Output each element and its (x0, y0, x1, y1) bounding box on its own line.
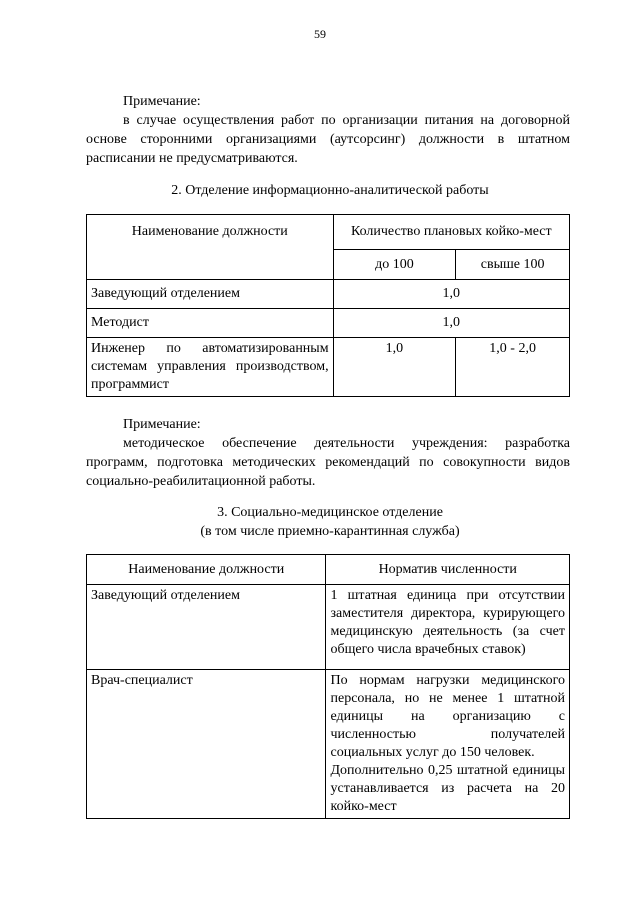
row-value: 1,0 (333, 280, 569, 309)
header-position: Наименование должности (87, 555, 326, 585)
section-3-subtitle: (в том числе приемно-карантинная служба) (200, 524, 460, 539)
section-3-table (86, 554, 570, 819)
row-value: 1,0 (333, 309, 569, 338)
section-3-heading: 3. Социально-медицинское отделение (217, 505, 443, 520)
row-norm-extra: Дополнительно 0,25 штатной единицы устанавливается из расчета на 20 койко-мест (330, 763, 565, 814)
section-2-title: 2. Отделение информационно-аналитической работы (171, 183, 489, 198)
row-norm (326, 670, 570, 819)
row-name: Методист (87, 309, 334, 338)
row-name: Инженер по автоматизированным системам управления производством, программист (87, 338, 334, 397)
header-beds: Количество плановых койко-мест (333, 215, 569, 250)
table-row (87, 280, 570, 309)
table-row (87, 670, 570, 819)
section-3-title (60, 503, 600, 541)
note-1 (86, 92, 570, 168)
note-2-text: методическое обеспечение деятельности учреждения: разработка программ, подготовка методических рекомендаций по совокупности видов социально-реабилитационной работы. (86, 436, 570, 489)
row-value-over: 1,0 - 2,0 (456, 338, 570, 397)
note-1-heading: Примечание: (123, 94, 201, 109)
row-name: Заведующий отделением (87, 585, 326, 670)
page-number: 59 (314, 27, 326, 41)
row-norm: 1 штатная единица при отсутствии заместителя директора, курирующего медицинскую деятельность (за счет общего числа врачебных ставок) (326, 585, 570, 670)
section-2-table (86, 214, 570, 397)
table-row (87, 338, 570, 397)
note-1-text: в случае осуществления работ по организации питания на договорной основе сторонними организациями (аутсорсинг) должности в штатном расписании не предусматриваются. (86, 113, 570, 166)
row-norm-main: По нормам нагрузки медицинского персонала, но не менее 1 штатной единицы на организацию с численностью получателей социальных услуг до 150 человек. (330, 673, 565, 760)
header-position: Наименование должности (87, 215, 334, 280)
table-row (87, 309, 570, 338)
row-name: Врач-специалист (87, 670, 326, 819)
row-value-upto: 1,0 (333, 338, 456, 397)
header-upto-100: до 100 (333, 250, 456, 280)
note-2-heading: Примечание: (123, 417, 201, 432)
row-name: Заведующий отделением (87, 280, 334, 309)
header-over-100: свыше 100 (456, 250, 570, 280)
header-norm: Норматив численности (326, 555, 570, 585)
note-2 (86, 415, 570, 491)
table-row (87, 585, 570, 670)
